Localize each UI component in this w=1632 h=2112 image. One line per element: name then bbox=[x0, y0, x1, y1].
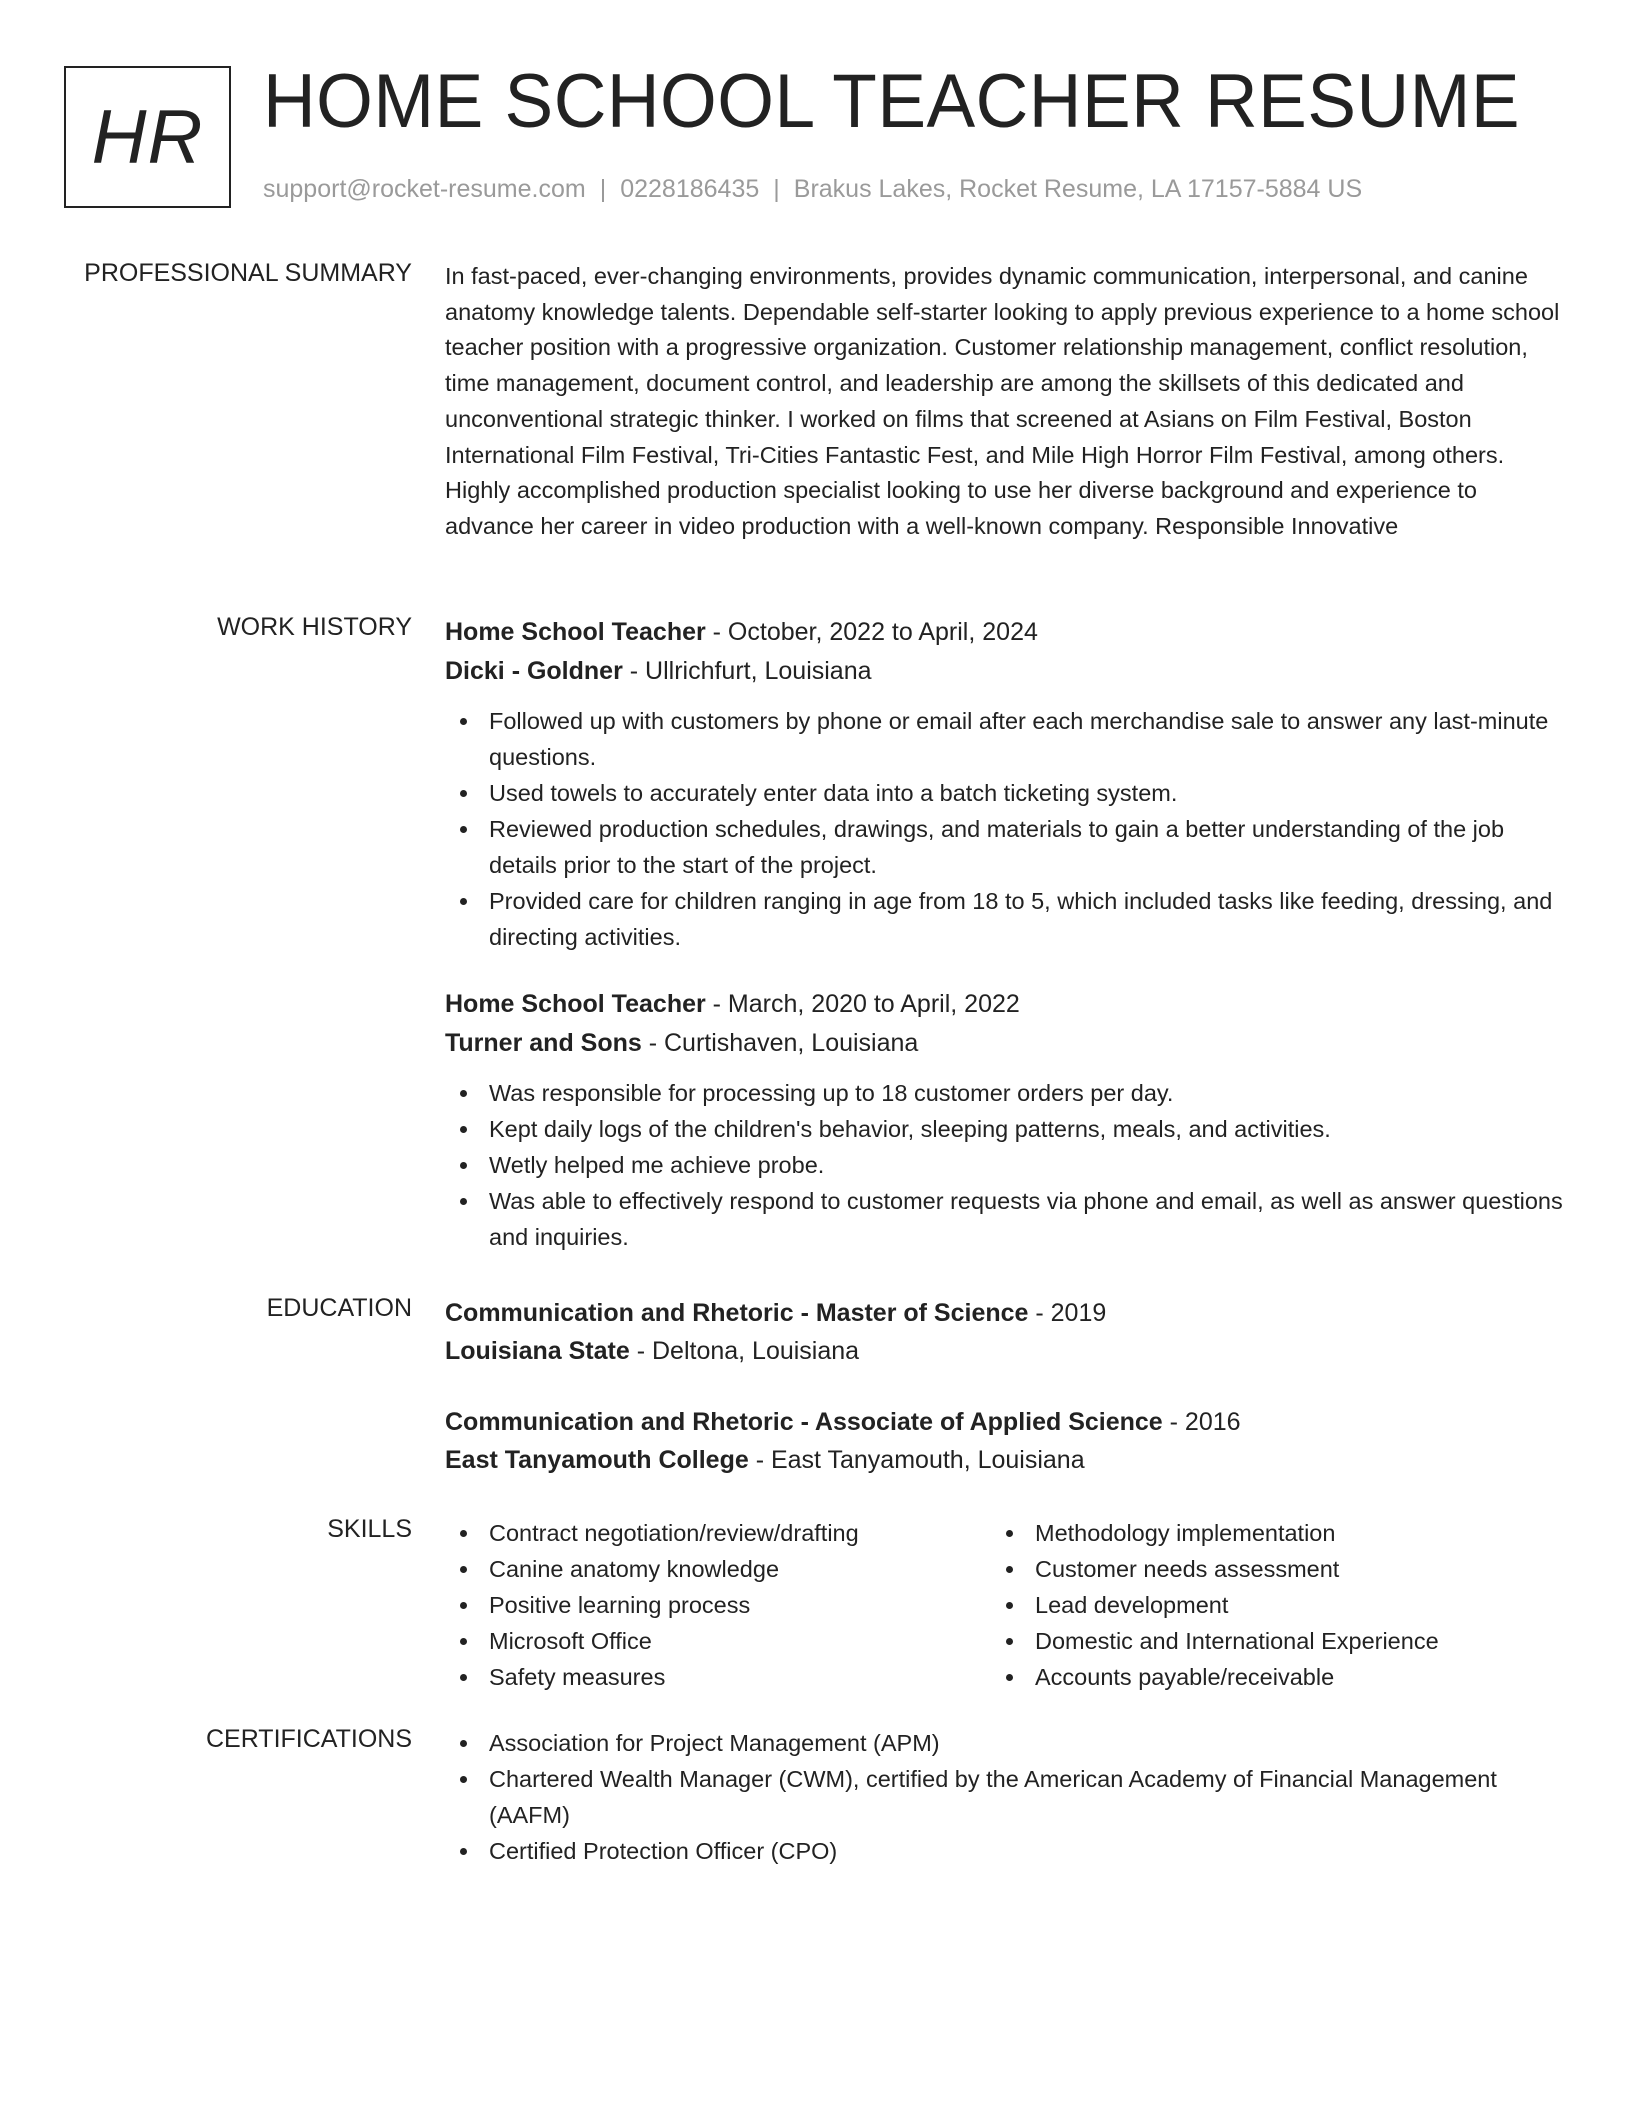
job-bullet: Reviewed production schedules, drawings, and materials to gain a better understanding of the job details prior to the start of the project. bbox=[445, 811, 1565, 883]
contact-line bbox=[263, 175, 1362, 204]
education-location: - East Tanyamouth, Louisiana bbox=[748, 1446, 1085, 1474]
skill-item: Methodology implementation bbox=[991, 1515, 1537, 1551]
certification-item: Association for Project Management (APM) bbox=[445, 1725, 1565, 1761]
education-year: - 2019 bbox=[1028, 1299, 1107, 1327]
skill-item: Microsoft Office bbox=[445, 1623, 991, 1659]
skill-item: Customer needs assessment bbox=[991, 1551, 1537, 1587]
skill-item: Accounts payable/receivable bbox=[991, 1659, 1537, 1695]
job-bullet: Was responsible for processing up to 18 customer orders per day. bbox=[445, 1075, 1565, 1111]
skills-column-left bbox=[445, 1515, 991, 1695]
job-dates: - March, 2020 to April, 2022 bbox=[705, 990, 1020, 1018]
job-bullet: Kept daily logs of the children's behavior, sleeping patterns, meals, and activities. bbox=[445, 1111, 1565, 1147]
summary-text: In fast-paced, ever-changing environments, provides dynamic communication, interpersonal, and canine anatomy knowledge talents. Dependable self-starter looking to apply previous experience to a home school teacher position with a progressive organization. Customer relationship management, conflict resolution, time management, document control, and leadership are among the skillsets of this dedicated and unconventional strategic thinker. I worked on films that screened at Asians on Film Festival, Boston International Film Festival, Tri-Cities Fantastic Fest, and Mile High Horror Film Festival, among others. Highly accomplished production specialist looking to use her diverse background and experience to advance her career in video production with a well-known company. Responsible Innovative bbox=[445, 263, 1560, 539]
contact-separator: | bbox=[773, 175, 780, 203]
contact-email[interactable]: support@rocket-resume.com bbox=[263, 175, 586, 203]
contact-separator: | bbox=[599, 175, 607, 203]
skill-item: Contract negotiation/review/drafting bbox=[445, 1515, 991, 1551]
job-title-line bbox=[445, 613, 1565, 652]
job-employer-line bbox=[445, 652, 1565, 691]
job-location: - Curtishaven, Louisiana bbox=[641, 1029, 919, 1057]
education-school: Louisiana State bbox=[445, 1337, 630, 1365]
section-label-education: EDUCATION bbox=[266, 1294, 412, 1322]
education-degree-line bbox=[445, 1403, 1565, 1441]
section-label-certifications: CERTIFICATIONS bbox=[205, 1725, 412, 1753]
job-bullet: Was able to effectively respond to customer requests via phone and email, as well as answer questions and inquiries. bbox=[445, 1183, 1565, 1255]
education-entry bbox=[445, 1294, 1565, 1370]
education-entry bbox=[445, 1403, 1565, 1479]
job-title: Home School Teacher bbox=[445, 618, 706, 646]
education-school-line bbox=[445, 1441, 1565, 1479]
job-bullet: Used towels to accurately enter data into a batch ticketing system. bbox=[445, 775, 1565, 811]
education-year: - 2016 bbox=[1162, 1408, 1241, 1436]
contact-address: Brakus Lakes, Rocket Resume, LA 17157-5884 US bbox=[793, 175, 1363, 203]
job-bullets bbox=[445, 1075, 1565, 1255]
job-dates: - October, 2022 to April, 2024 bbox=[705, 618, 1038, 646]
section-label-skills: SKILLS bbox=[327, 1515, 412, 1543]
section-label-summary: PROFESSIONAL SUMMARY bbox=[84, 259, 412, 287]
job-title-line bbox=[445, 985, 1565, 1024]
education-school-line bbox=[445, 1332, 1565, 1370]
job-bullet: Provided care for children ranging in age from 18 to 5, which included tasks like feeding, dressing, and directing activities. bbox=[445, 883, 1565, 955]
job-location: - Ullrichfurt, Louisiana bbox=[622, 657, 872, 685]
job-title: Home School Teacher bbox=[445, 990, 706, 1018]
job-employer: Turner and Sons bbox=[445, 1029, 642, 1057]
certification-item: Chartered Wealth Manager (CWM), certified by the American Academy of Financial Management (AAFM) bbox=[445, 1761, 1565, 1833]
certification-item: Certified Protection Officer (CPO) bbox=[445, 1833, 1565, 1869]
education-degree-line bbox=[445, 1294, 1565, 1332]
skill-item: Canine anatomy knowledge bbox=[445, 1551, 991, 1587]
skill-item: Lead development bbox=[991, 1587, 1537, 1623]
job-employer-line bbox=[445, 1024, 1565, 1063]
skill-item: Safety measures bbox=[445, 1659, 991, 1695]
education-school: East Tanyamouth College bbox=[445, 1446, 749, 1474]
skill-item: Domestic and International Experience bbox=[991, 1623, 1537, 1659]
job-entry bbox=[445, 985, 1565, 1255]
job-bullets bbox=[445, 703, 1565, 955]
skill-item: Positive learning process bbox=[445, 1587, 991, 1623]
skills-grid bbox=[445, 1515, 1565, 1695]
job-entry bbox=[445, 613, 1565, 955]
skills-column-right bbox=[991, 1515, 1537, 1695]
education-degree: Communication and Rhetoric - Master of Science bbox=[445, 1299, 1029, 1327]
monogram-initials: HR bbox=[91, 94, 204, 180]
education-degree: Communication and Rhetoric - Associate of Applied Science bbox=[445, 1408, 1163, 1436]
job-bullet: Wetly helped me achieve probe. bbox=[445, 1147, 1565, 1183]
monogram-badge bbox=[64, 66, 231, 208]
resume-title: HOME SCHOOL TEACHER RESUME bbox=[263, 59, 1521, 144]
job-bullet: Followed up with customers by phone or email after each merchandise sale to answer any last-minute questions. bbox=[445, 703, 1565, 775]
job-employer: Dicki - Goldner bbox=[445, 657, 623, 685]
education-location: - Deltona, Louisiana bbox=[629, 1337, 860, 1365]
contact-phone[interactable]: 0228186435 bbox=[620, 175, 760, 203]
certifications-list bbox=[445, 1725, 1565, 1869]
section-label-work-history: WORK HISTORY bbox=[217, 613, 412, 641]
